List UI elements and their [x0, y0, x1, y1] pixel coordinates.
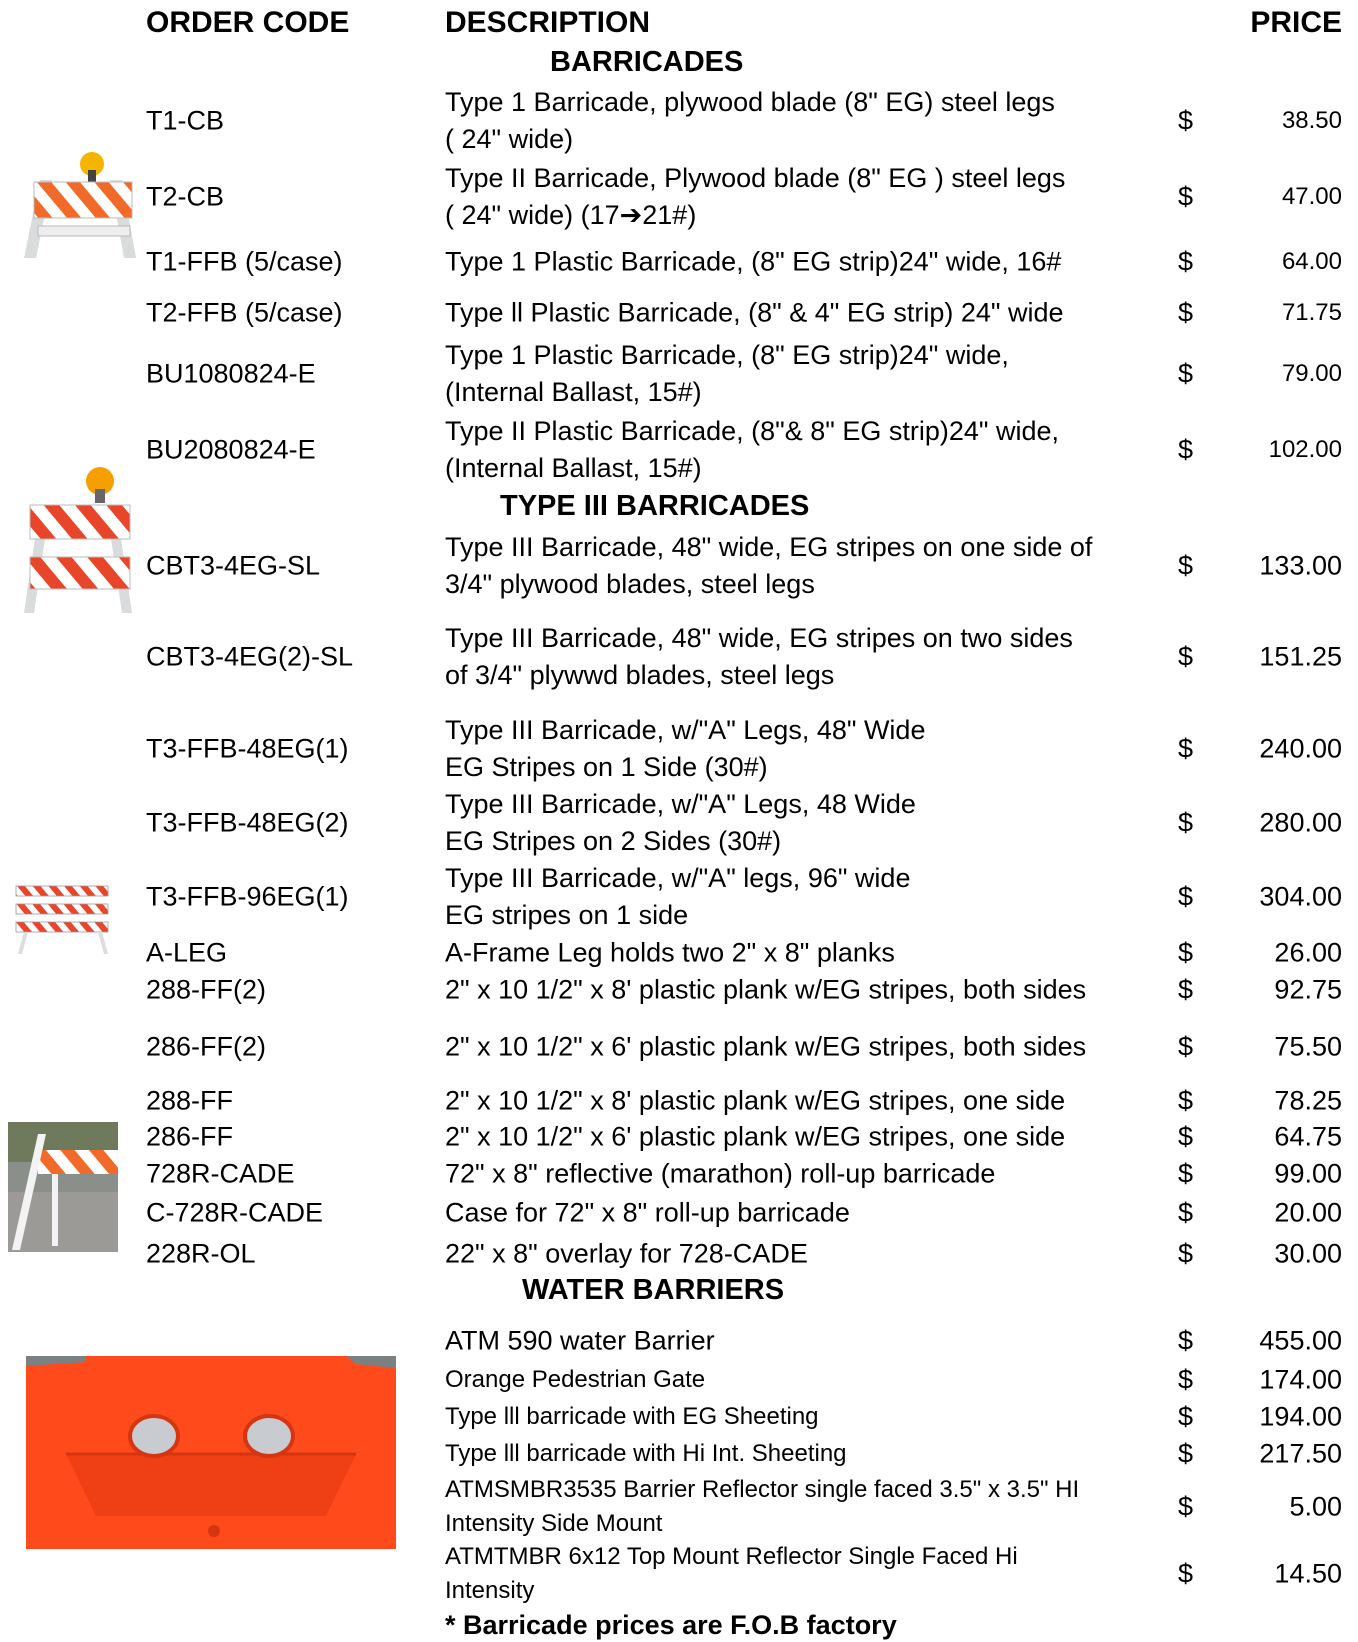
description [445, 712, 925, 786]
price: 64.00 [1281, 248, 1342, 275]
order-code: C-728R-CADE [146, 1197, 324, 1228]
price: 133.00 [1259, 550, 1342, 581]
description-line: Type 1 Plastic Barricade, (8" EG strip)24" wide, [445, 340, 1009, 370]
price: 64.75 [1274, 1121, 1342, 1152]
dollar-sign: $ [1178, 1364, 1194, 1395]
description-line: Type III Barricade, 48" wide, EG stripes on one side of [445, 532, 1093, 562]
section-title-barricades: BARRICADES [550, 46, 744, 78]
dollar-sign: $ [1178, 1158, 1194, 1189]
description [445, 295, 1063, 332]
price: 455.00 [1259, 1325, 1342, 1356]
section-title-water: WATER BARRIERS [522, 1274, 785, 1306]
description-line: 22" x 8" overlay for 728-CADE [445, 1238, 808, 1269]
description-line: Type 1 Plastic Barricade, (8" EG strip)24" wide, 16# [445, 246, 1062, 277]
description-line: Type III Barricade, w/"A" Legs, 48" Wide [445, 715, 926, 745]
type-1-barricade-photo [10, 150, 140, 260]
dollar-sign: $ [1178, 1558, 1194, 1589]
description [445, 1363, 705, 1397]
price: 14.50 [1274, 1558, 1342, 1589]
order-code-header: ORDER CODE [146, 6, 350, 39]
description-line: ( 24" wide) (17➔21#) [445, 200, 697, 230]
price: 47.00 [1281, 183, 1342, 210]
order-code: T3-FFB-96EG(1) [146, 881, 349, 912]
dollar-sign: $ [1178, 1121, 1194, 1152]
price: 217.50 [1259, 1438, 1342, 1469]
dollar-sign: $ [1178, 434, 1194, 465]
description [445, 1473, 1079, 1541]
description [445, 1119, 1065, 1156]
order-code: 228R-OL [146, 1238, 256, 1269]
dollar-sign: $ [1178, 1325, 1194, 1356]
price: 240.00 [1259, 733, 1342, 764]
description-line: 2" x 10 1/2" x 6' plastic plank w/EG stripes, both sides [445, 1031, 1087, 1062]
description [445, 620, 1073, 694]
description-line: EG Stripes on 1 Side (30#) [445, 752, 768, 782]
description [445, 244, 1061, 281]
description-line: ATMSMBR3535 Barrier Reflector single faced 3.5" x 3.5" HI [445, 1476, 1080, 1503]
type-3-barricade-photo [12, 880, 112, 960]
description [445, 84, 1055, 158]
order-code: CBT3-4EG(2)-SL [146, 641, 354, 672]
description [445, 860, 910, 934]
order-code: T2-CB [146, 181, 225, 212]
order-code: T1-CB [146, 105, 225, 136]
description-line: EG Stripes on 2 Sides (30#) [445, 826, 782, 856]
price: 38.50 [1281, 107, 1342, 134]
dollar-sign: $ [1178, 1197, 1194, 1228]
dollar-sign: $ [1178, 974, 1194, 1005]
dollar-sign: $ [1178, 641, 1194, 672]
price: 174.00 [1259, 1364, 1342, 1395]
description-line: ATM 590 water Barrier [445, 1325, 715, 1356]
description-line: Case for 72" x 8" roll-up barricade [445, 1197, 850, 1228]
order-code: 288-FF(2) [146, 974, 267, 1005]
description-line: Type lll barricade with EG Sheeting [445, 1403, 819, 1430]
description-line: Intensity [445, 1577, 535, 1604]
description-line: ( 24" wide) [445, 124, 574, 154]
description-line: 2" x 10 1/2" x 8' plastic plank w/EG stripes, both sides [445, 974, 1087, 1005]
order-code: 288-FF [146, 1085, 234, 1116]
price: 304.00 [1259, 881, 1342, 912]
description [445, 1437, 847, 1471]
description-line: (Internal Ballast, 15#) [445, 453, 702, 483]
description-line: Intensity Side Mount [445, 1510, 663, 1537]
order-code: A-LEG [146, 937, 228, 968]
description [445, 1400, 819, 1434]
description-line: Orange Pedestrian Gate [445, 1366, 706, 1393]
description [445, 972, 1086, 1009]
dollar-sign: $ [1178, 1085, 1194, 1116]
description [445, 1156, 995, 1193]
order-code: CBT3-4EG-SL [146, 550, 321, 581]
footer-note: * Barricade prices are F.O.B factory [445, 1610, 897, 1640]
roll-up-barricade-photo [8, 1122, 118, 1252]
order-code: T3-FFB-48EG(2) [146, 807, 349, 838]
description [445, 1323, 715, 1360]
description-line: Type III Barricade, w/"A" legs, 96" wide [445, 863, 911, 893]
description [445, 1195, 850, 1232]
dollar-sign: $ [1178, 1491, 1194, 1522]
price: 99.00 [1274, 1158, 1342, 1189]
dollar-sign: $ [1178, 246, 1194, 277]
description-header: DESCRIPTION [445, 6, 651, 39]
dollar-sign: $ [1178, 1401, 1194, 1432]
price: 30.00 [1274, 1238, 1342, 1269]
description [445, 337, 1009, 411]
description-line: Type III Barricade, 48" wide, EG stripes on two sides [445, 623, 1073, 653]
description [445, 1540, 1018, 1608]
type-2-barricade-photo [10, 465, 140, 615]
price: 78.25 [1274, 1085, 1342, 1116]
description-line: 2" x 10 1/2" x 6' plastic plank w/EG stripes, one side [445, 1121, 1066, 1152]
description [445, 935, 895, 972]
dollar-sign: $ [1178, 550, 1194, 581]
dollar-sign: $ [1178, 733, 1194, 764]
description-line: 3/4" plywood blades, steel legs [445, 569, 815, 599]
description [445, 160, 1065, 234]
price: 280.00 [1259, 807, 1342, 838]
section-title-type3: TYPE III BARRICADES [500, 490, 810, 522]
description-line: Type lll barricade with Hi Int. Sheeting [445, 1440, 847, 1467]
price: 5.00 [1289, 1491, 1342, 1522]
price: 71.75 [1281, 299, 1342, 326]
order-code: BU1080824-E [146, 358, 316, 389]
price: 102.00 [1268, 436, 1342, 463]
water-barrier-photo [26, 1356, 396, 1549]
dollar-sign: $ [1178, 807, 1194, 838]
description [445, 786, 916, 860]
price: 26.00 [1274, 937, 1342, 968]
description [445, 529, 1092, 603]
order-code: 286-FF(2) [146, 1031, 267, 1062]
description-line: 2" x 10 1/2" x 8' plastic plank w/EG stripes, one side [445, 1085, 1066, 1116]
dollar-sign: $ [1178, 297, 1194, 328]
dollar-sign: $ [1178, 937, 1194, 968]
price: 75.50 [1274, 1031, 1342, 1062]
price: 92.75 [1274, 974, 1342, 1005]
description-line: Type III Barricade, w/"A" Legs, 48 Wide [445, 789, 916, 819]
price: 151.25 [1259, 641, 1342, 672]
description-line: Type II Plastic Barricade, (8"& 8" EG strip)24" wide, [445, 416, 1059, 446]
price-header: PRICE [1250, 6, 1342, 39]
price: 194.00 [1259, 1401, 1342, 1432]
dollar-sign: $ [1178, 105, 1194, 136]
description-line: Type ll Plastic Barricade, (8" & 4" EG strip) 24" wide [445, 297, 1064, 328]
order-code: BU2080824-E [146, 434, 316, 465]
description [445, 1236, 808, 1273]
price: 20.00 [1274, 1197, 1342, 1228]
dollar-sign: $ [1178, 881, 1194, 912]
order-code: 286-FF [146, 1121, 234, 1152]
description [445, 1083, 1065, 1120]
dollar-sign: $ [1178, 358, 1194, 389]
dollar-sign: $ [1178, 1031, 1194, 1062]
description-line: of 3/4" plywwd blades, steel legs [445, 660, 835, 690]
description-line: EG stripes on 1 side [445, 900, 689, 930]
order-code: T1-FFB (5/case) [146, 246, 343, 277]
description-line: ATMTMBR 6x12 Top Mount Reflector Single Faced Hi [445, 1543, 1018, 1570]
dollar-sign: $ [1178, 181, 1194, 212]
dollar-sign: $ [1178, 1238, 1194, 1269]
order-code: T3-FFB-48EG(1) [146, 733, 349, 764]
description [445, 413, 1059, 487]
description-line: A-Frame Leg holds two 2" x 8" planks [445, 937, 895, 968]
description [445, 1029, 1086, 1066]
price: 79.00 [1281, 360, 1342, 387]
description-line: (Internal Ballast, 15#) [445, 377, 702, 407]
order-code: T2-FFB (5/case) [146, 297, 343, 328]
description-line: 72" x 8" reflective (marathon) roll-up barricade [445, 1158, 996, 1189]
dollar-sign: $ [1178, 1438, 1194, 1469]
order-code: 728R-CADE [146, 1158, 295, 1189]
description-line: Type 1 Barricade, plywood blade (8" EG) steel legs [445, 87, 1055, 117]
description-line: Type II Barricade, Plywood blade (8" EG ) steel legs [445, 163, 1066, 193]
